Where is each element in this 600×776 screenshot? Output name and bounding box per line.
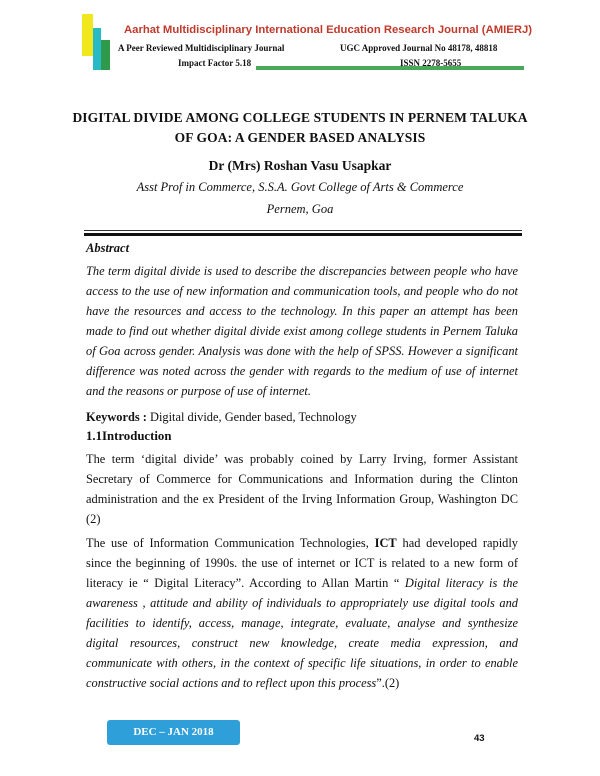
intro-p2-ict: ICT — [374, 536, 397, 550]
intro-paragraph-1: The term ‘digital divide’ was probably coined by Larry Irving, former Assistant Secretary of Commerce for Communications and Information during the Clinton administration and the ex President of the Irving Information Group, Washington DC (2) — [86, 452, 518, 526]
issn-label: ISSN 2278-5655 — [400, 58, 462, 68]
peer-reviewed-label: A Peer Reviewed Multidisciplinary Journal — [118, 43, 285, 53]
intro-p2-quote: Digital literacy is the awareness , attitude and ability of individuals to appropriately use digital tools and facilities to identify, access, manage, integrate, evaluate, analyse and synthesize digital resources, construct new knowledge, create media expression, and communicate with others, in the context of specific life situations, in order to enable constructive social actions and to reflect upon this process — [86, 576, 518, 690]
abstract-text: The term digital divide is used to describe the discrepancies between people who have access to the use of new information and communication tools, and people who do not have the resources and access to the technology. In this paper an attempt has been made to find out whether digital divide exist among college students in Pernem Taluka of Goa across gender. Analysis was done with the help of SPSS. However a significant difference was noted across the gender with regards to the medium of use of internet and the reasons or purpose of use of internet. — [86, 264, 518, 398]
logo-bar-teal — [93, 28, 101, 70]
author-location: Pernem, Goa — [266, 202, 334, 216]
header-underline-bar — [256, 66, 524, 70]
ugc-approval-label: UGC Approved Journal No 48178, 48818 — [340, 43, 498, 53]
keywords-label: Keywords : — [86, 410, 147, 424]
author-affiliation: Asst Prof in Commerce, S.S.A. Govt College of Arts & Commerce — [136, 180, 464, 194]
impact-factor-label: Impact Factor 5.18 — [178, 58, 252, 68]
section-heading-introduction: 1.1Introduction — [86, 429, 172, 443]
paper-title — [60, 108, 540, 148]
keywords-line — [86, 407, 518, 427]
author-name: Dr (Mrs) Roshan Vasu Usapkar — [208, 158, 392, 173]
logo-bar-yellow — [82, 14, 93, 56]
separator-thick — [84, 233, 522, 236]
page-number: 43 — [474, 733, 485, 744]
separator-thin — [84, 230, 522, 231]
intro-p2-text-1: The use of Information Communication Technologies, — [86, 536, 375, 550]
paper-title-line-1: DIGITAL DIVIDE AMONG COLLEGE STUDENTS IN PERNEM TALUKA — [72, 110, 528, 125]
abstract-heading: Abstract — [86, 241, 130, 255]
intro-paragraph-2 — [86, 533, 518, 693]
logo-bar-green — [101, 40, 110, 70]
intro-p2-end: ”.(2) — [376, 676, 400, 690]
intro-p2-text-2: had developed rapidly since the beginning of 1990s. the use of internet or ICT is related to a new form of literacy ie “ Digital Literacy”. According to Allan Martin “ — [86, 536, 518, 590]
paper-title-line-2: OF GOA: A GENDER BASED ANALYSIS — [174, 130, 426, 145]
journal-title: Aarhat Multidisciplinary International Education Research Journal (AMIERJ) — [124, 24, 533, 36]
issue-date-badge: DEC – JAN 2018 — [107, 720, 240, 745]
keywords-text: Digital divide, Gender based, Technology — [146, 410, 357, 424]
